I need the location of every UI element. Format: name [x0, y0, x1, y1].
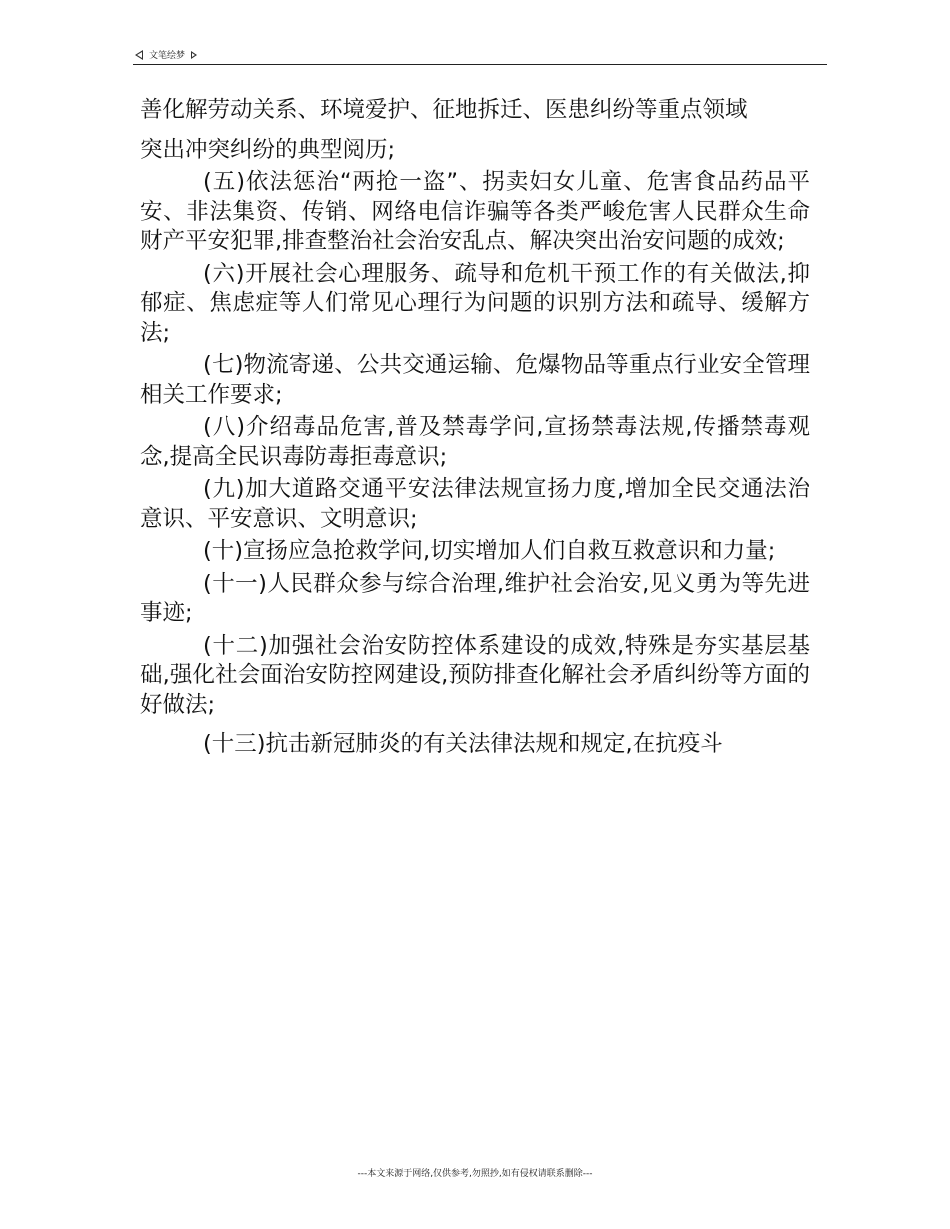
paragraph-item-12: (十二)加强社会治安防控体系建设的成效,特殊是夯实基层基础,强化社会面治安防控网建设,预防排查化解社会矛盾纠纷等方面的好做法;: [140, 632, 810, 718]
paragraph-item-13: (十三)抗击新冠肺炎的有关法律法规和规定,在抗疫斗: [203, 731, 723, 757]
paragraph-item-5: (五)依法惩治“两抢一盗”、拐卖妇女儿童、危害食品药品平安、非法集资、传销、网络电信诈骗等各类严峻危害人民群众生命财产平安犯罪,排查整治社会治安乱点、解决突出治安问题的成效;: [140, 169, 810, 254]
paragraph-continuation-end: 突出冲突纠纷的典型阅历;: [140, 136, 396, 163]
paragraph-item-11: (十一)人民群众参与综合治理,维护社会治安,见义勇为等先进事迹;: [140, 570, 810, 626]
paragraph-item-7: (七)物流寄递、公共交通运输、危爆物品等重点行业安全管理相关工作要求;: [140, 352, 810, 408]
header-brand: [135, 48, 197, 61]
triangle-left-icon: [135, 50, 143, 60]
triangle-right-icon: [191, 51, 197, 59]
paragraph-continuation: 善化解劳动关系、环境爱护、征地拆迁、医患纠纷等重点领域: [140, 97, 748, 123]
paragraph-item-6: (六)开展社会心理服务、疏导和危机干预工作的有关做法,抑郁症、焦虑症等人们常见心理行为问题的识别方法和疏导、缓解方法;: [140, 260, 810, 346]
paragraph-item-9: (九)加大道路交通平安法律法规宣扬力度,增加全民交通法治意识、平安意识、文明意识;: [140, 476, 810, 532]
page-header: [133, 44, 827, 65]
paragraph-item-10: (十)宣扬应急抢救学问,切实增加人们自救互救意识和力量;: [203, 538, 776, 564]
document-body: [140, 96, 810, 760]
paragraph-item-8: (八)介绍毒品危害,普及禁毒学问,宣扬禁毒法规,传播禁毒观念,提高全民识毒防毒拒毒意识;: [140, 414, 810, 470]
header-title: 文笔绘梦: [149, 51, 186, 61]
page-footer: ---本文来源于网络,仅供参考,勿照抄,如有侵权请联系删除---: [357, 1169, 593, 1179]
